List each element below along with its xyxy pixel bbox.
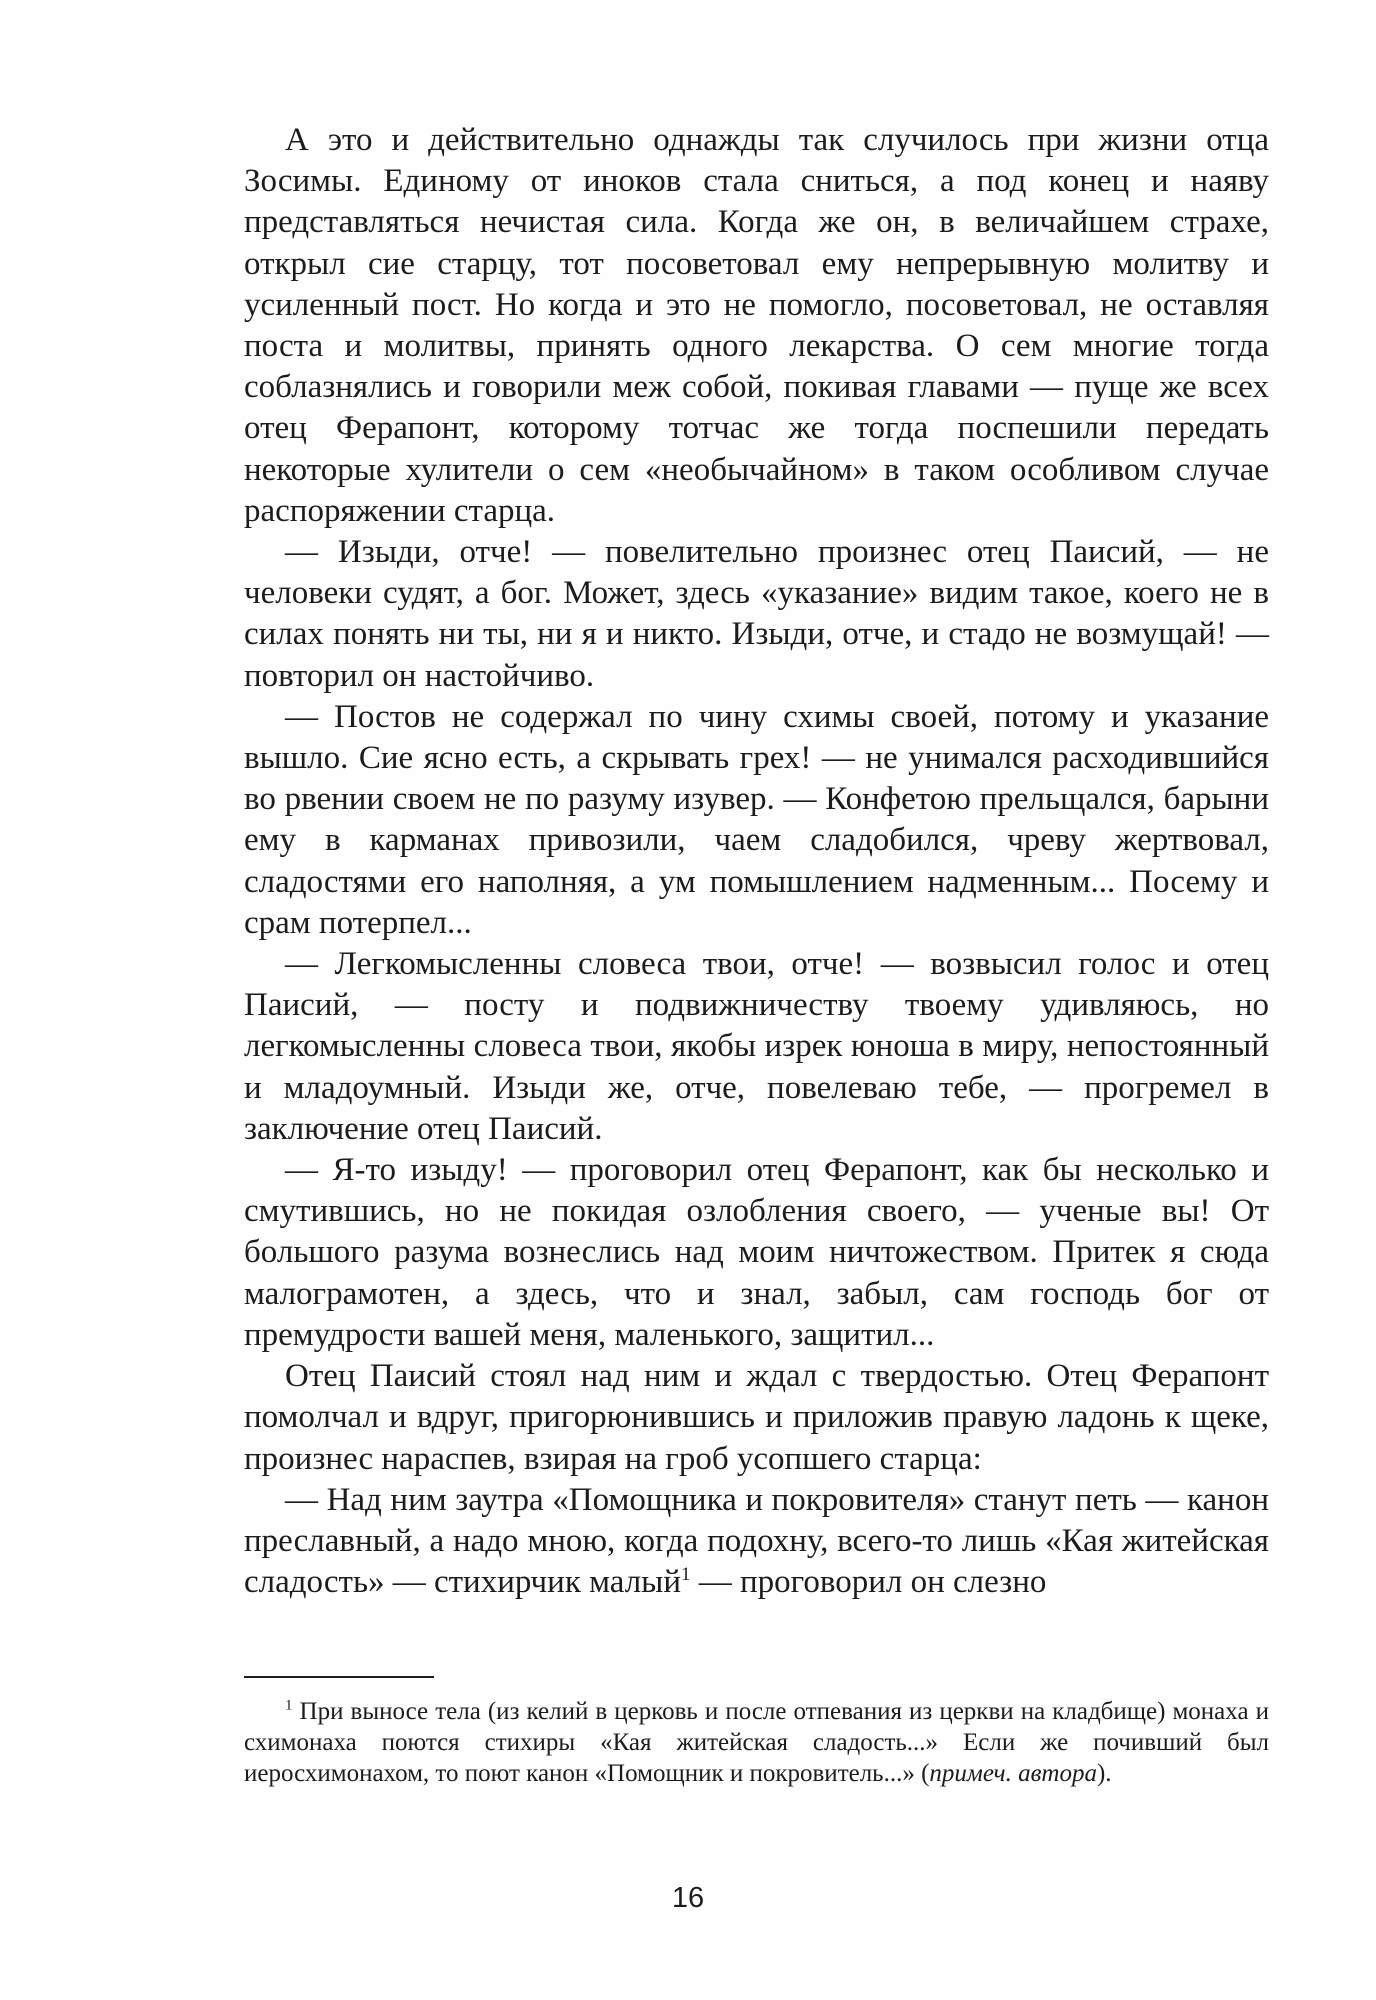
footnote-mark: 1 [285, 1697, 293, 1714]
paragraph: — Легкомысленны словеса твои, отче! — возвысил голос и отец Паисий, — посту и подвижничеству твоему удивляюсь, но легкомысленны словеса твои, якобы изрек юноша в миру, непостоянный и младоумный. Изыди же, отче, повелеваю тебе, — прогремел в заключение отец Паисий. [244, 946, 1269, 1147]
paragraph: А это и действительно однажды так случилось при жизни отца Зосимы. Единому от иноков стала сниться, а под конец и наяву представляться нечистая сила. Когда же он, в величайшем страхе, открыл сие старцу, тот посоветовал ему непрерывную молитву и усиленный пост. Но когда и это не помогло, посоветовал, не оставляя поста и молитвы, принять одного лекарства. О сем многие тогда соблазнялись и говорили меж собой, покивая главами — пуще же всех отец Ферапонт, которому тотчас же тогда поспешили передать некоторые хулители о сем «необычайном» в таком особливом случае распоряжении старца. [244, 122, 1269, 529]
paragraph: Отец Паисий стоял над ним и ждал с твердостью. Отец Ферапонт помолчал и вдруг, пригорюнившись и приложив правую ладонь к щеке, произнес нараспев, взирая на гроб усопшего старца: [244, 1358, 1269, 1477]
paragraph-text-after-ref: — проговорил он слезно [690, 1564, 1047, 1601]
footnote-text: При выносе тела (из келий в церковь и после отпевания из церкви на кладбище) монаха и схимонаха поются стихиры «Кая житейская сладость...» Если же почивший был иеросхимонахом, то поют канон «Помощник и покровитель...» ( [244, 1698, 1269, 1787]
paragraph: — Я-то изыду! — проговорил отец Ферапонт, как бы несколько и смутившись, но не покидая озлобления своего, — ученые вы! От большого разума вознеслись над моим ничтожеством. Притек я сюда малограмотен, а здесь, что и знал, забыл, сам господь бог от премудрости вашей меня, маленького, защитил... [244, 1152, 1269, 1353]
footnote-reference[interactable]: 1 [681, 1564, 691, 1586]
paragraph-with-footnote [244, 1480, 1269, 1604]
paragraph-text-before-ref: — Над ним заутра «Помощника и покровителя» станут петь — канон преславный, а надо мною, когда подохну, всего-то лишь «Кая житейская сладость» — стихирчик малый [244, 1481, 1269, 1601]
page-number: 16 [671, 1882, 705, 1914]
paragraph: — Постов не содержал по чину схимы своей, потому и указание вышло. Сие ясно есть, а скрывать грех! — не унимался расходившийся во рвении своем не по разуму изувер. — Конфетою прельщался, барыни ему в карманах привозили, чаем сладобился, чреву жертвовал, сладостями его наполняя, а ум помышлением надменным... Посему и срам потерпел... [244, 698, 1269, 941]
main-text-block [244, 120, 1269, 1603]
footnote-closing: ). [1096, 1760, 1112, 1787]
footnote-separator [244, 1676, 434, 1678]
footnote-author-note: примеч. автора [929, 1760, 1097, 1787]
footnote [244, 1696, 1269, 1789]
paragraph: — Изыди, отче! — повелительно произнес отец Паисий, — не человеки судят, а бог. Может, здесь «указание» видим такое, коего не в силах понять ни ты, ни я и никто. Изыди, отче, и стадо не возмущай! — повторил он настойчиво. [244, 534, 1269, 694]
